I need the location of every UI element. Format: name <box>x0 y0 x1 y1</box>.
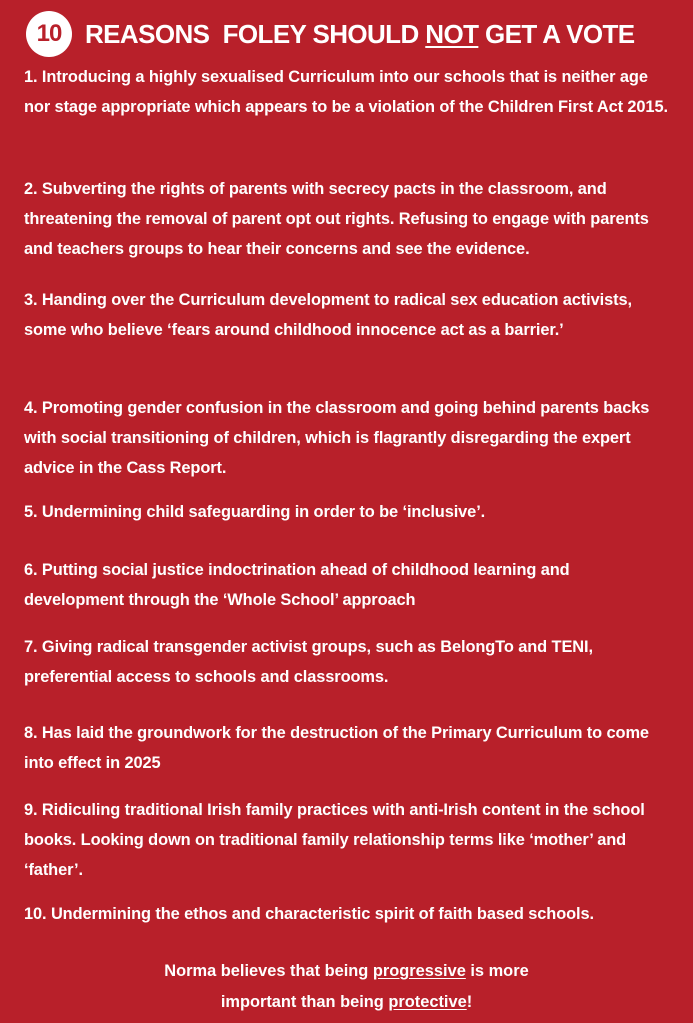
poster-header <box>26 10 635 58</box>
poster-title <box>85 19 635 50</box>
reason-item-9: 9. Ridiculing traditional Irish family practices with anti-Irish content in the school books. Looking down on traditional family relationship terms like ‘mother’ and ‘father’. <box>24 801 645 879</box>
closing-line-2-start: important than being <box>220 993 389 1011</box>
reason-item-2: 2. Subverting the rights of parents with secrecy pacts in the classroom, and threatening the removal of parent opt out rights. Refusing to engage with parents and teachers groups to hear their concerns and see the evidence. <box>24 180 649 258</box>
closing-line-1 <box>0 956 693 987</box>
reason-item-1: 1. Introducing a highly sexualised Curriculum into our schools that is neither age nor stage appropriate which appears to be a violation of the Children First Act 2015. <box>24 68 668 116</box>
number-badge <box>26 11 72 57</box>
closing-line-2-end: ! <box>466 993 473 1011</box>
closing-statement <box>0 956 693 1018</box>
reason-item-4: 4. Promoting gender confusion in the classroom and going behind parents backs with social transitioning of children, which is flagrantly disregarding the expert advice in the Cass Report. <box>24 399 650 477</box>
reason-item-10: 10. Undermining the ethos and characteristic spirit of faith based schools. <box>24 905 594 923</box>
title-text-end: GET A VOTE <box>478 18 635 49</box>
closing-line-1-end: is more <box>465 962 529 980</box>
progressive-word: progressive <box>372 962 466 980</box>
reason-item-5: 5. Undermining child safeguarding in order to be ‘inclusive’. <box>24 503 486 521</box>
protective-word: protective <box>388 993 467 1011</box>
title-underlined-word: NOT <box>425 18 479 49</box>
reason-item-7: 7. Giving radical transgender activist groups, such as BelongTo and TENI, preferential access to schools and classrooms. <box>24 638 593 686</box>
closing-line-1-start: Norma believes that being <box>164 962 373 980</box>
reason-item-3: 3. Handing over the Curriculum development to radical sex education activists, some who believe ‘fears around childhood innocence act as a barrier.’ <box>24 291 632 339</box>
badge-number: 10 <box>36 20 62 47</box>
reason-item-6: 6. Putting social justice indoctrination ahead of childhood learning and development through the ‘Whole School’ approach <box>24 561 570 609</box>
title-text-start: REASONS FOLEY SHOULD <box>85 18 426 49</box>
closing-line-2 <box>0 987 693 1018</box>
reason-item-8: 8. Has laid the groundwork for the destruction of the Primary Curriculum to come into effect in 2025 <box>24 724 649 772</box>
